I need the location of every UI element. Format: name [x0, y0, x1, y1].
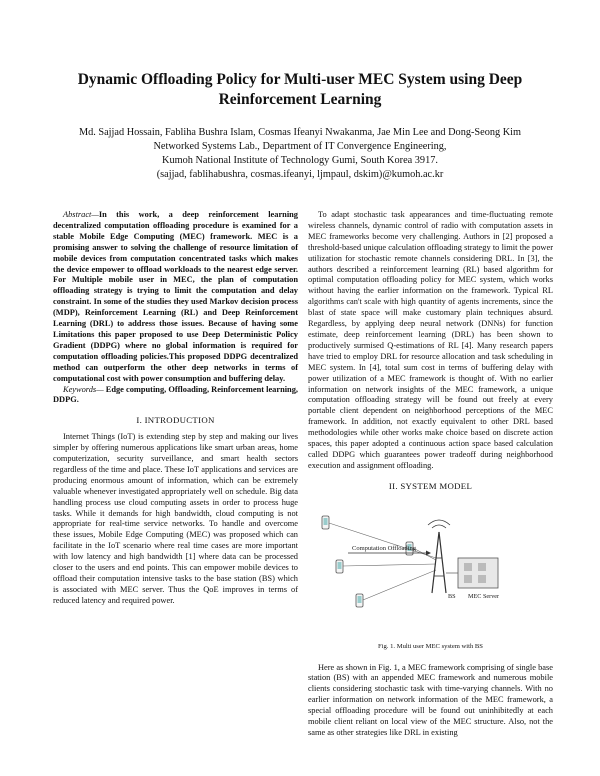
wireless-links	[329, 523, 436, 600]
keywords	[53, 385, 298, 407]
link-label: Computation Offloading	[352, 544, 416, 552]
author-institute: Kumoh National Institute of Technology Gumi, South Korea 3917.	[162, 155, 438, 166]
keywords-body: Edge computing, Offloading, Reinforcement learning, DDPG.	[53, 384, 298, 405]
author-block	[40, 126, 560, 182]
abstract-body: In this work, a deep reinforcement learning decentralized computation offloading procedure is examined for a stable Mobile Edge Computing (MEC) framework. MEC is a promising answer to solving the challenge of resource limitation of mobile devices from computation concentrated tasks which makes the device empower to offload workloads to the nearest edge server. For Multiple mobile user in MEC, the plan of computation offloading strategy is trying to limit the computation and delay constraint. In some of the studies they used Markov decision process (MDP), Reinforcement Learning (RL) and Deep Reinforcement Learning (DRL) to address those issues. Because of having some Limitations this paper proposed to use Deep Deterministic Policy Gradient (DDPG) where no global information is required for computation offloading policies.This proposed DDPG decentralized method can outperform the other deep networks in terms of computational cost with power consumption and buffering delay.	[53, 210, 298, 383]
phone-icon	[356, 594, 363, 607]
title-line-1: Dynamic Offloading Policy for Multi-user MEC System using Deep	[77, 71, 523, 88]
title-line-2: Reinforcement Learning	[218, 91, 382, 108]
system-diagram	[308, 498, 553, 640]
keywords-lead: Keywords—	[63, 384, 104, 394]
server-label: MEC Server	[468, 592, 500, 600]
author-names: Md. Sajjad Hossain, Fabliha Bushra Islam, Cosmas Ifeanyi Nwakanma, Jae Min Lee and Dong-Seong Kim	[78, 127, 522, 138]
author-emails: (sajjad, fablihabushra, cosmas.ifeanyi, ljmpaul, dskim)@kumoh.ac.kr	[156, 169, 444, 180]
bs-label: BS	[448, 592, 456, 600]
system-model-paragraph: Here as shown in Fig. 1, a MEC framework comprising of single base station (BS) with an appended MEC framework and numerous mobile clients considering stochastic task with time-varying channels. With no earlier information on network information of the MEC framework, a special offloading procedure will be found out uninhibitedly at each mobile client reliant on local view of the MEC structure. Also, not the same as other strategies like DRL in existing	[308, 662, 553, 737]
arrow-head-icon	[426, 550, 431, 555]
phone-icon	[336, 560, 343, 573]
intro-paragraph-2: To adapt stochastic task appearances and time-fluctuating remote wireless channels, dynamic control of radio with computation assets in MEC frameworks become very challenging. Authors in [2] proposed a threshold-based unique calculation offloading strategy to limit the power utilization for stochastic remote channels considering DRL. In [3], the authors described a reinforcement learning (RL) based algorithm for optimal computation offloading policy for MEC system, which works without having the earlier information on the framework. Typical RL algorithms can't scale with high quantity of agents increments, since the blast of state space will make customary plain techniques absurd. Regardless, by applying deep neural network (DNNs) for function estimate, deep reinforcement learning (DRL) has been shown to productively surmised Q-estimations of RL [4]. Many research papers have tried to employ DRL for resource allocation and task scheduling in MEC system. In [4], total sum cost in terms of buffering delay with power utilization of a MEC framework is thought of. With no earlier information on network insights of the MEC framework, a unique computation offloading strategy will be found out freely at every portable client dependent on neighborhood perceptions of the MEC framework. In addition, not exactly equivalent to other DRL based methodologies while other works make choice based on discrete action spaces, this paper adopted a continuous action space based calculation called DDPG which guarantees power tradeoff during neighborhood execution and assignment offloading.	[308, 210, 553, 470]
author-lab: Networked Systems Lab., Department of IT Convergence Engineering,	[153, 141, 447, 152]
paper-title	[40, 70, 560, 110]
server-icon	[458, 558, 498, 588]
figure-1	[308, 498, 553, 640]
phone-icon	[322, 516, 329, 529]
section-heading-introduction: I. INTRODUCTION	[136, 415, 215, 426]
abstract	[53, 210, 298, 385]
left-column	[53, 210, 298, 607]
figure-caption: Fig. 1. Multi user MEC system with BS	[378, 642, 483, 650]
section-heading-system-model: II. SYSTEM MODEL	[388, 480, 473, 491]
intro-paragraph-1: Internet Things (IoT) is extending step by step and making our lives simpler by offering numerous applications like smart urban areas, home computerization, security surveillance, and smart health sectors regardless of the time and place. These IoT applications and services are producing enormous amount of information, which can be extremely valuable whenever investigated appropriately well on schedule. Big data handling process use cloud computing assets in order to process huge tasks. While it demands for high bandwidth, cloud computing is not appropriate for real-time service networks. To handle and overcome these issues, Mobile Edge Computing (MEC) was proposed which can facilitate in the IoT scenario where real time cases are more important with low latency and high bandwidth [1] where data can be processed closer to the users and end points. This can empower mobile devices to offload their computation intensive tasks to the base station (BS) which is associated with MEC server. Thus the QoE improves in terms of reduced latency and required power.	[53, 432, 298, 605]
right-column	[308, 210, 553, 739]
abstract-lead: Abstract—	[63, 210, 99, 219]
